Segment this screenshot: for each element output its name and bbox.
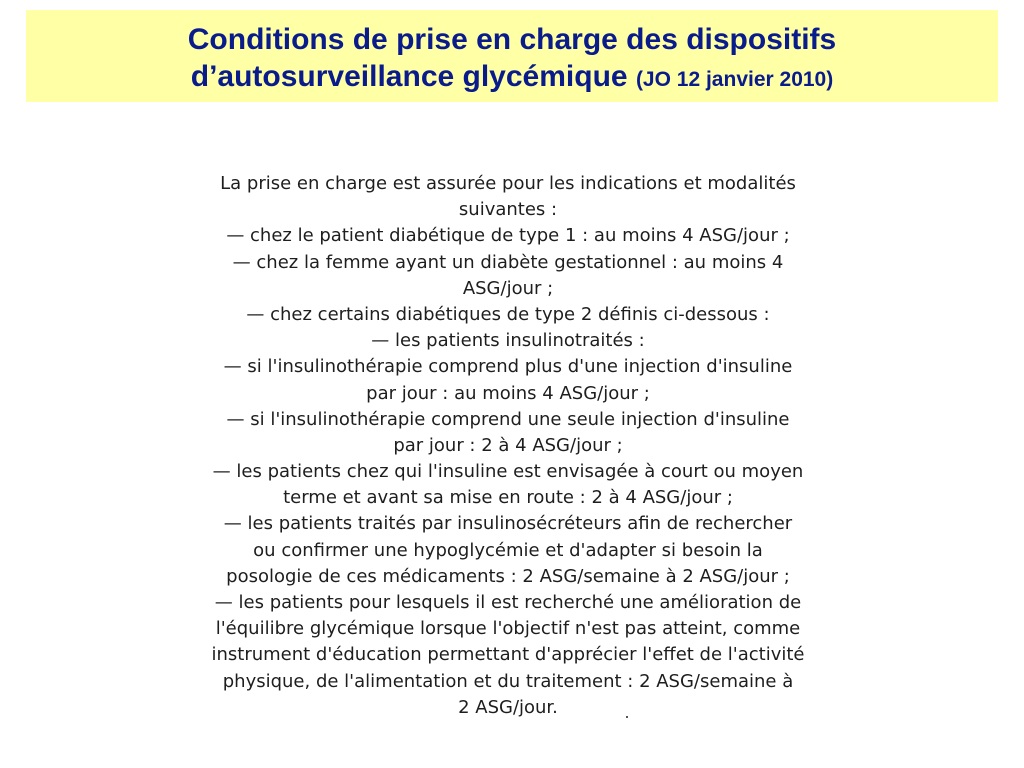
body-line: — chez le patient diabétique de type 1 : au moins 4 ASG/jour ; [226,225,790,247]
title-line-2 [26,58,998,98]
title-date: (JO 12 janvier 2010) [635,68,834,91]
body-line: — si l'insulinothérapie comprend plus d'une injection d'insuline [223,356,793,378]
body-line: posologie de ces médicaments : 2 ASG/semaine à 2 ASG/jour ; [226,565,790,587]
body-line: l'équilibre glycémique lorsque l'objectif n'est pas atteint, comme [215,618,801,640]
title-band [26,10,998,102]
body-line: — les patients traités par insulinosécréteurs afin de rechercher [223,513,793,535]
body-line: ou confirmer une hypoglycémie et d'adapter si besoin la [253,539,763,561]
body-line: suivantes : [458,199,558,221]
body-line: par jour : au moins 4 ASG/jour ; [366,382,650,404]
body-line: 2 ASG/jour. [458,696,558,718]
trailing-dot [626,716,628,718]
title-line-1: Conditions de prise en charge des dispositifs [187,23,837,56]
body-line: ASG/jour ; [462,277,554,299]
body-line: — chez la femme ayant un diabète gestationnel : au moins 4 [232,251,784,273]
body-line: — les patients chez qui l'insuline est envisagée à court ou moyen [212,461,804,483]
body-line: terme et avant sa mise en route : 2 à 4 ASG/jour ; [283,487,733,509]
body-line: physique, de l'alimentation et du traitement : 2 ASG/semaine à [222,670,794,692]
body-line: — chez certains diabétiques de type 2 définis ci-dessous : [246,303,770,325]
body-line: La prise en charge est assurée pour les indications et modalités [220,173,796,194]
body-line: — les patients insulinotraités : [371,330,645,352]
body-text [150,171,866,721]
body-line: instrument d'éducation permettant d'apprécier l'effet de l'activité [211,644,805,666]
body-line: — si l'insulinothérapie comprend une seule injection d'insuline [226,408,790,430]
title-main-text: d’autosurveillance glycémique [190,60,628,93]
body-line: par jour : 2 à 4 ASG/jour ; [393,434,623,456]
body-line: — les patients pour lesquels il est recherché une amélioration de [214,592,802,613]
